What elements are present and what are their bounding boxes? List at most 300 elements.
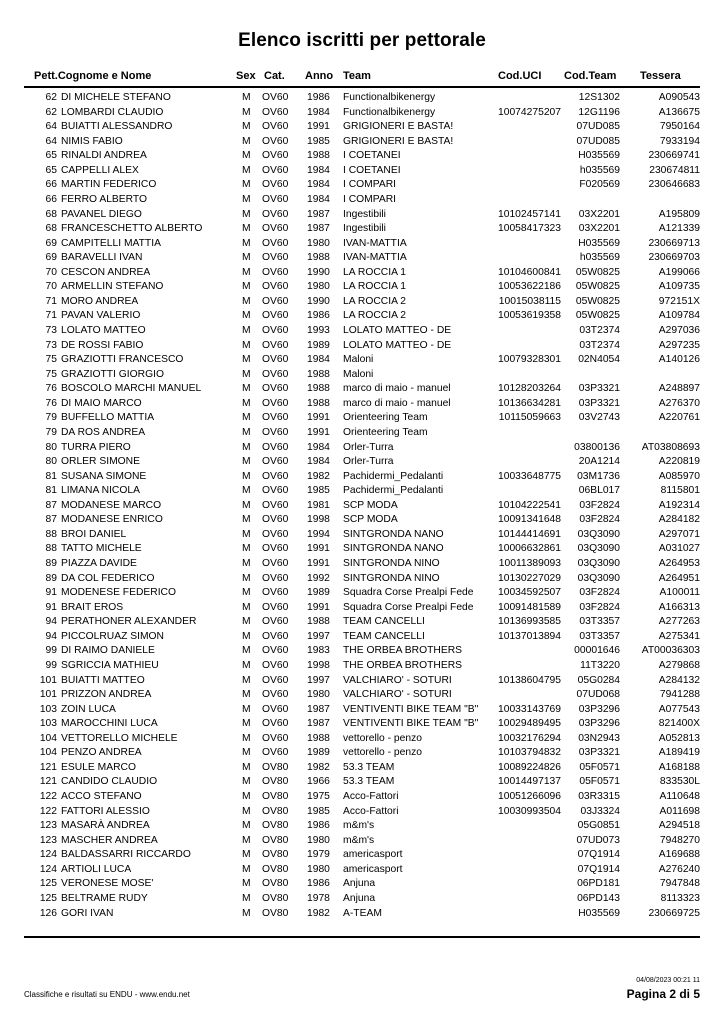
table-row xyxy=(0,120,724,135)
cell-pett: 104 xyxy=(39,732,57,744)
cell-codteam: 05W0825 xyxy=(575,281,620,293)
cell-codteam: 07UD085 xyxy=(576,121,620,133)
cell-codteam: 03V2743 xyxy=(578,412,620,424)
cell-cat: OV60 xyxy=(262,325,289,336)
cell-team: 53.3 TEAM xyxy=(343,761,395,773)
cell-pett: 88 xyxy=(45,543,57,555)
cell-name: DI RAIMO DANIELE xyxy=(61,645,155,657)
cell-pett: 91 xyxy=(45,601,57,613)
cell-name: RINALDI ANDREA xyxy=(61,150,147,162)
cell-anno: 1979 xyxy=(307,849,330,861)
cell-pett: 64 xyxy=(45,121,57,133)
cell-sex: M xyxy=(242,354,251,366)
table-row xyxy=(0,863,724,878)
cell-cat: OV80 xyxy=(262,761,289,773)
cell-codteam: 07UD068 xyxy=(576,689,620,701)
cell-cat: OV60 xyxy=(262,558,289,569)
cell-name: ZOIN LUCA xyxy=(61,703,116,715)
cell-tessera: 230674811 xyxy=(649,164,700,176)
cell-anno: 1988 xyxy=(307,383,330,395)
table-row xyxy=(0,266,724,281)
cell-coduci: 10033143769 xyxy=(498,703,561,715)
cell-codteam: 05G0851 xyxy=(577,820,620,832)
cell-anno: 1980 xyxy=(307,863,330,875)
table-row xyxy=(0,353,724,368)
cell-sex: M xyxy=(242,179,251,191)
footer-credit: Classifiche e risultati su ENDU - www.endu.net xyxy=(24,990,190,999)
cell-anno: 1991 xyxy=(307,558,330,569)
cell-codteam: H035569 xyxy=(578,907,620,919)
cell-codteam: 07Q1914 xyxy=(577,849,620,861)
cell-pett: 73 xyxy=(45,325,57,336)
cell-anno: 1990 xyxy=(307,266,330,278)
cell-codteam: 03M1736 xyxy=(577,470,620,482)
cell-codteam: 03T2374 xyxy=(579,339,620,351)
cell-team: SINTGRONDA NANO xyxy=(343,543,444,555)
cell-sex: M xyxy=(242,164,251,176)
cell-anno: 1980 xyxy=(307,834,330,846)
table-row xyxy=(0,834,724,849)
cell-name: PAVANEL DIEGO xyxy=(61,208,142,220)
cell-anno: 1991 xyxy=(307,426,330,438)
cell-cat: OV60 xyxy=(262,689,289,701)
cell-sex: M xyxy=(242,92,251,103)
cell-name: ESULE MARCO xyxy=(61,761,136,773)
cell-cat: OV80 xyxy=(262,863,289,875)
cell-sex: M xyxy=(242,368,251,380)
cell-codteam: 03J3324 xyxy=(580,805,620,817)
cell-cat: OV60 xyxy=(262,266,289,278)
cell-pett: 99 xyxy=(45,659,57,671)
cell-anno: 1966 xyxy=(307,776,330,788)
cell-cat: OV60 xyxy=(262,368,289,380)
cell-team: SINTGRONDA NINO xyxy=(343,572,440,584)
cell-team: Pachidermi_Pedalanti xyxy=(343,485,444,497)
cell-pett: 79 xyxy=(45,412,57,424)
cell-name: BUFFELLO MATTIA xyxy=(61,412,155,424)
cell-team: Maloni xyxy=(343,354,374,366)
cell-codteam: 03P3321 xyxy=(578,397,620,409)
cell-name: MASCHER ANDREA xyxy=(61,834,158,846)
cell-cat: OV60 xyxy=(262,747,289,759)
footer-divider xyxy=(24,936,700,938)
table-row xyxy=(0,149,724,164)
cell-anno: 1990 xyxy=(307,295,330,307)
cell-sex: M xyxy=(242,863,251,875)
table-row xyxy=(0,877,724,892)
cell-pett: 101 xyxy=(39,689,57,701)
cell-cat: OV60 xyxy=(262,106,289,118)
cell-name: CAMPITELLI MATTIA xyxy=(61,237,161,249)
cell-cat: OV80 xyxy=(262,776,289,788)
cell-sex: M xyxy=(242,223,251,235)
cell-codteam: H035569 xyxy=(578,237,620,249)
cell-codteam: h035569 xyxy=(579,252,620,264)
table-row xyxy=(0,397,724,412)
cell-team: VENTIVENTI BIKE TEAM "B" xyxy=(343,703,479,715)
table-row xyxy=(0,892,724,907)
cell-tessera: A085970 xyxy=(658,470,700,482)
table-row xyxy=(0,208,724,223)
cell-anno: 1982 xyxy=(307,907,330,919)
cell-sex: M xyxy=(242,776,251,788)
cell-cat: OV80 xyxy=(262,805,289,817)
cell-cat: OV80 xyxy=(262,907,289,919)
cell-team: LA ROCCIA 2 xyxy=(343,310,406,322)
cell-name: GORI IVAN xyxy=(61,907,114,919)
cell-name: VERONESE MOSE' xyxy=(61,878,154,890)
cell-team: Orienteering Team xyxy=(343,412,428,424)
cell-sex: M xyxy=(242,791,251,802)
cell-sex: M xyxy=(242,659,251,671)
cell-sex: M xyxy=(242,106,251,118)
cell-name: MODENESE FEDERICO xyxy=(61,587,176,599)
cell-coduci: 10104222541 xyxy=(498,499,561,511)
cell-codteam: 06PD143 xyxy=(577,892,620,904)
table-row xyxy=(0,775,724,790)
cell-anno: 1998 xyxy=(307,659,330,671)
cell-name: LOLATO MATTEO xyxy=(61,325,146,336)
cell-tessera: A166313 xyxy=(658,601,700,613)
table-row xyxy=(0,761,724,776)
table-row xyxy=(0,601,724,616)
cell-tessera: A110648 xyxy=(659,791,700,802)
cell-tessera: A077543 xyxy=(658,703,700,715)
cell-name: LIMANA NICOLA xyxy=(61,485,140,497)
cell-coduci: 10138604795 xyxy=(498,674,561,686)
cell-codteam: 03T3357 xyxy=(579,630,620,642)
cell-name: ARTIOLI LUCA xyxy=(61,863,132,875)
cell-cat: OV60 xyxy=(262,732,289,744)
cell-team: I COMPARI xyxy=(343,179,397,191)
cell-name: ARMELLIN STEFANO xyxy=(61,281,164,293)
cell-pett: 70 xyxy=(45,281,57,293)
cell-anno: 1987 xyxy=(307,718,330,730)
cell-tessera: 972151X xyxy=(658,295,700,307)
cell-name: CANDIDO CLAUDIO xyxy=(61,776,158,788)
cell-team: SCP MODA xyxy=(343,499,398,511)
table-row xyxy=(0,411,724,426)
cell-pett: 94 xyxy=(45,616,57,628)
cell-name: PIAZZA DAVIDE xyxy=(61,558,137,569)
header-divider xyxy=(24,86,700,88)
cell-pett: 103 xyxy=(39,718,57,730)
cell-anno: 1980 xyxy=(307,689,330,701)
cell-name: CAPPELLI ALEX xyxy=(61,164,139,176)
cell-sex: M xyxy=(242,150,251,162)
cell-pett: 121 xyxy=(39,761,57,773)
cell-name: PICCOLRUAZ SIMON xyxy=(61,630,164,642)
cell-anno: 1989 xyxy=(307,747,330,759)
cell-anno: 1987 xyxy=(307,703,330,715)
table-row xyxy=(0,572,724,587)
cell-tessera: A011698 xyxy=(659,805,700,817)
cell-tessera: A220761 xyxy=(658,412,700,424)
cell-team: Orienteering Team xyxy=(343,426,428,438)
cell-tessera: A199066 xyxy=(658,266,700,278)
cell-pett: 122 xyxy=(39,791,57,802)
cell-pett: 81 xyxy=(45,470,57,482)
cell-team: IVAN-MATTIA xyxy=(343,237,407,249)
cell-cat: OV80 xyxy=(262,820,289,832)
cell-anno: 1988 xyxy=(307,397,330,409)
cell-cat: OV60 xyxy=(262,601,289,613)
cell-sex: M xyxy=(242,645,251,657)
cell-name: MAROCCHINI LUCA xyxy=(61,718,158,730)
cell-sex: M xyxy=(242,587,251,599)
cell-anno: 1991 xyxy=(307,121,330,133)
cell-cat: OV60 xyxy=(262,718,289,730)
cell-name: MODANESE MARCO xyxy=(61,499,162,511)
table-row xyxy=(0,280,724,295)
cell-tessera: A031027 xyxy=(658,543,700,555)
cell-tessera: A264951 xyxy=(658,572,700,584)
cell-codteam: H035569 xyxy=(578,150,620,162)
cell-codteam: 03Q3090 xyxy=(577,572,620,584)
cell-sex: M xyxy=(242,456,251,468)
cell-coduci: 10034592507 xyxy=(498,587,561,599)
cell-team: I COMPARI xyxy=(343,193,397,205)
table-row xyxy=(0,441,724,456)
table-row xyxy=(0,91,724,106)
cell-sex: M xyxy=(242,878,251,890)
cell-pett: 124 xyxy=(39,863,57,875)
table-row xyxy=(0,382,724,397)
cell-tessera: A140126 xyxy=(658,354,700,366)
cell-pett: 71 xyxy=(45,310,57,322)
cell-anno: 1980 xyxy=(307,281,330,293)
table-row xyxy=(0,746,724,761)
cell-sex: M xyxy=(242,383,251,395)
cell-codteam: 03P3296 xyxy=(578,718,620,730)
cell-coduci: 10130227029 xyxy=(498,572,561,584)
table-row xyxy=(0,339,724,354)
cell-pett: 91 xyxy=(45,587,57,599)
cell-anno: 1984 xyxy=(307,164,330,176)
cell-team: americasport xyxy=(343,849,403,861)
cell-name: TATTO MICHELE xyxy=(61,543,142,555)
cell-sex: M xyxy=(242,558,251,569)
cell-coduci: 10074275207 xyxy=(498,106,561,118)
cell-pett: 81 xyxy=(45,485,57,497)
cell-name: LOMBARDI CLAUDIO xyxy=(61,106,164,118)
header-team: Team xyxy=(343,70,371,82)
table-row xyxy=(0,732,724,747)
cell-codteam: 03T3357 xyxy=(579,616,620,628)
cell-codteam: 05W0825 xyxy=(575,266,620,278)
table-row xyxy=(0,251,724,266)
cell-team: Squadra Corse Prealpi Fede xyxy=(343,601,474,613)
cell-tessera: A168188 xyxy=(658,761,700,773)
cell-tessera: A284182 xyxy=(658,514,700,526)
cell-anno: 1994 xyxy=(307,528,330,540)
cell-team: SCP MODA xyxy=(343,514,398,526)
cell-pett: 80 xyxy=(45,441,57,453)
cell-team: GRIGIONERI E BASTA! xyxy=(343,121,454,133)
table-row xyxy=(0,164,724,179)
cell-cat: OV60 xyxy=(262,92,289,103)
cell-codteam: 03800136 xyxy=(574,441,620,453)
cell-sex: M xyxy=(242,849,251,861)
cell-coduci: 10053619358 xyxy=(498,310,561,322)
cell-cat: OV80 xyxy=(262,834,289,846)
cell-tessera: A284132 xyxy=(658,674,700,686)
cell-anno: 1982 xyxy=(307,470,330,482)
cell-team: I COETANEI xyxy=(343,164,401,176)
cell-pett: 66 xyxy=(45,179,57,191)
cell-name: BROI DANIEL xyxy=(61,528,127,540)
cell-sex: M xyxy=(242,572,251,584)
cell-anno: 1991 xyxy=(307,543,330,555)
cell-codteam: 06BL017 xyxy=(578,485,620,497)
cell-pett: 89 xyxy=(45,572,57,584)
cell-team: VALCHIARO' - SOTURI xyxy=(343,674,452,686)
cell-anno: 1984 xyxy=(307,193,330,205)
cell-cat: OV60 xyxy=(262,456,289,468)
cell-name: SUSANA SIMONE xyxy=(61,470,147,482)
cell-team: TEAM CANCELLI xyxy=(343,616,425,628)
cell-cat: OV60 xyxy=(262,223,289,235)
cell-anno: 1987 xyxy=(307,208,330,220)
cell-sex: M xyxy=(242,805,251,817)
cell-codteam: 05F0571 xyxy=(579,761,620,773)
table-row xyxy=(0,586,724,601)
cell-coduci: 10015038115 xyxy=(498,295,561,307)
cell-tessera: 7948270 xyxy=(659,834,700,846)
cell-team: Pachidermi_Pedalanti xyxy=(343,470,444,482)
cell-sex: M xyxy=(242,470,251,482)
cell-pett: 121 xyxy=(39,776,57,788)
cell-coduci: 10051266096 xyxy=(498,791,561,802)
cell-cat: OV60 xyxy=(262,703,289,715)
cell-tessera: 230669725 xyxy=(648,907,700,919)
cell-pett: 80 xyxy=(45,456,57,468)
cell-cat: OV60 xyxy=(262,397,289,409)
cell-anno: 1989 xyxy=(307,587,330,599)
cell-anno: 1997 xyxy=(307,630,330,642)
cell-name: DA COL FEDERICO xyxy=(61,572,155,584)
table-row xyxy=(0,790,724,805)
cell-team: Orler-Turra xyxy=(343,441,394,453)
cell-cat: OV60 xyxy=(262,150,289,162)
print-timestamp: 04/08/2023 00:21 11 xyxy=(636,977,700,984)
cell-sex: M xyxy=(242,601,251,613)
cell-cat: OV60 xyxy=(262,121,289,133)
cell-tessera: A220819 xyxy=(658,456,700,468)
cell-codteam: 03T2374 xyxy=(579,325,620,336)
cell-cat: OV60 xyxy=(262,426,289,438)
cell-anno: 1988 xyxy=(307,616,330,628)
cell-codteam: 03Q3090 xyxy=(577,543,620,555)
cell-coduci: 10033648775 xyxy=(498,470,561,482)
cell-anno: 1988 xyxy=(307,368,330,380)
cell-coduci: 10137013894 xyxy=(498,630,561,642)
cell-name: PENZO ANDREA xyxy=(61,747,142,759)
cell-codteam: 03Q3090 xyxy=(577,528,620,540)
cell-anno: 1998 xyxy=(307,514,330,526)
table-row xyxy=(0,805,724,820)
cell-cat: OV60 xyxy=(262,135,289,147)
cell-codteam: F020569 xyxy=(579,179,620,191)
cell-codteam: 05F0571 xyxy=(579,776,620,788)
cell-cat: OV60 xyxy=(262,485,289,497)
cell-anno: 1984 xyxy=(307,354,330,366)
cell-cat: OV80 xyxy=(262,791,289,802)
header-anno: Anno xyxy=(305,70,334,82)
cell-cat: OV60 xyxy=(262,645,289,657)
table-row xyxy=(0,688,724,703)
cell-codteam: 03N2943 xyxy=(578,732,620,744)
cell-name: PAVAN VALERIO xyxy=(61,310,141,322)
cell-sex: M xyxy=(242,397,251,409)
cell-team: Acco-Fattori xyxy=(343,791,399,802)
cell-anno: 1984 xyxy=(307,179,330,191)
cell-team: marco di maio - manuel xyxy=(343,397,451,409)
cell-team: LA ROCCIA 1 xyxy=(343,266,406,278)
cell-cat: OV60 xyxy=(262,193,289,205)
cell-team: LOLATO MATTEO - DE xyxy=(343,325,452,336)
cell-cat: OV60 xyxy=(262,179,289,191)
cell-tessera: 833530L xyxy=(659,776,700,788)
cell-cat: OV60 xyxy=(262,252,289,264)
cell-pett: 125 xyxy=(39,892,57,904)
cell-coduci: 10128203264 xyxy=(498,383,561,395)
cell-sex: M xyxy=(242,543,251,555)
cell-pett: 99 xyxy=(45,645,57,657)
cell-codteam: 03P3321 xyxy=(578,747,620,759)
cell-team: LA ROCCIA 1 xyxy=(343,281,406,293)
page-number: Pagina 2 di 5 xyxy=(626,987,700,1001)
cell-sex: M xyxy=(242,514,251,526)
cell-pett: 76 xyxy=(45,383,57,395)
cell-name: BRAIT EROS xyxy=(61,601,124,613)
cell-pett: 62 xyxy=(45,106,57,118)
cell-codteam: 12G1196 xyxy=(578,106,620,118)
cell-name: TURRA PIERO xyxy=(61,441,131,453)
cell-codteam: 03P3296 xyxy=(578,703,620,715)
cell-pett: 73 xyxy=(45,339,57,351)
cell-sex: M xyxy=(242,237,251,249)
cell-pett: 75 xyxy=(45,368,57,380)
cell-cat: OV60 xyxy=(262,412,289,424)
cell-name: BUIATTI MATTEO xyxy=(61,674,145,686)
cell-anno: 1993 xyxy=(307,325,330,336)
cell-tessera: A264953 xyxy=(658,558,700,569)
cell-pett: 125 xyxy=(39,878,57,890)
cell-coduci: 10136993585 xyxy=(498,616,561,628)
cell-name: SGRICCIA MATHIEU xyxy=(61,659,159,671)
cell-codteam: h035569 xyxy=(579,164,620,176)
cell-codteam: 03X2201 xyxy=(578,208,620,220)
entries-table xyxy=(0,91,724,921)
cell-sex: M xyxy=(242,121,251,133)
cell-pett: 68 xyxy=(45,223,57,235)
cell-sex: M xyxy=(242,295,251,307)
table-row xyxy=(0,178,724,193)
cell-codteam: 03F2824 xyxy=(579,601,620,613)
cell-team: vettorello - penzo xyxy=(343,747,422,759)
cell-coduci: 10102457141 xyxy=(498,208,561,220)
cell-tessera: 7933194 xyxy=(659,135,700,147)
cell-sex: M xyxy=(242,266,251,278)
table-row xyxy=(0,193,724,208)
cell-name: NIMIS FABIO xyxy=(61,135,123,147)
cell-tessera: 230669741 xyxy=(648,150,700,162)
cell-tessera: A248897 xyxy=(658,383,700,395)
cell-name: VETTORELLO MICHELE xyxy=(61,732,178,744)
cell-tessera: 7941288 xyxy=(659,689,700,701)
cell-pett: 64 xyxy=(45,135,57,147)
